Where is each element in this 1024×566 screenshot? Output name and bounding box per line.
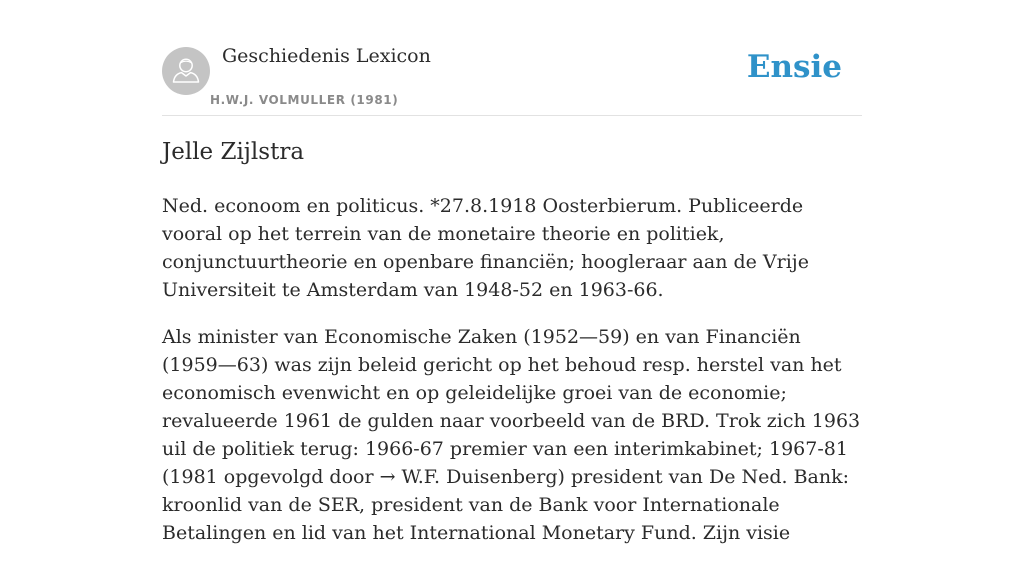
article-title: Jelle Zijlstra xyxy=(162,139,305,165)
content-container xyxy=(162,0,862,544)
user-icon xyxy=(162,47,210,95)
article-paragraph: Ned. econoom en politicus. *27.8.1918 Oosterbierum. Publiceerde vooral op het terrein van de monetaire theorie en politiek, conjunctuurtheorie en openbare financiën; hoogleraar aan de Vrije Universiteit te Amsterdam van 1948-52 en 1963-66. xyxy=(162,195,809,301)
article-paragraph: Als minister van Economische Zaken (1952—59) en van Financiën (1959—63) was zijn beleid gericht op het behoud resp. herstel van het economisch evenwicht en op geleidelijke groei van de economie; revalueerde 1961 de gulden naar voorbeeld van de BRD. Trok zich 1963 uil de politiek terug: 1966-67 premier van een interimkabinet; 1967-81 (1981 opgevolgd door → W.F. Duisenberg) president van De Ned. Bank: kroonlid van de SER, president van de Bank voor Internationale Betalingen en lid van het International Monetary Fund. Zijn visie xyxy=(162,326,861,544)
author-avatar[interactable] xyxy=(162,47,210,95)
author-name[interactable]: H.W.J. VOLMULLER (1981) xyxy=(210,93,399,107)
brand-logo[interactable]: Ensie xyxy=(746,49,842,85)
lexicon-title-link[interactable]: Geschiedenis Lexicon xyxy=(222,45,431,67)
article-body xyxy=(162,192,862,566)
entry-header xyxy=(162,0,862,116)
